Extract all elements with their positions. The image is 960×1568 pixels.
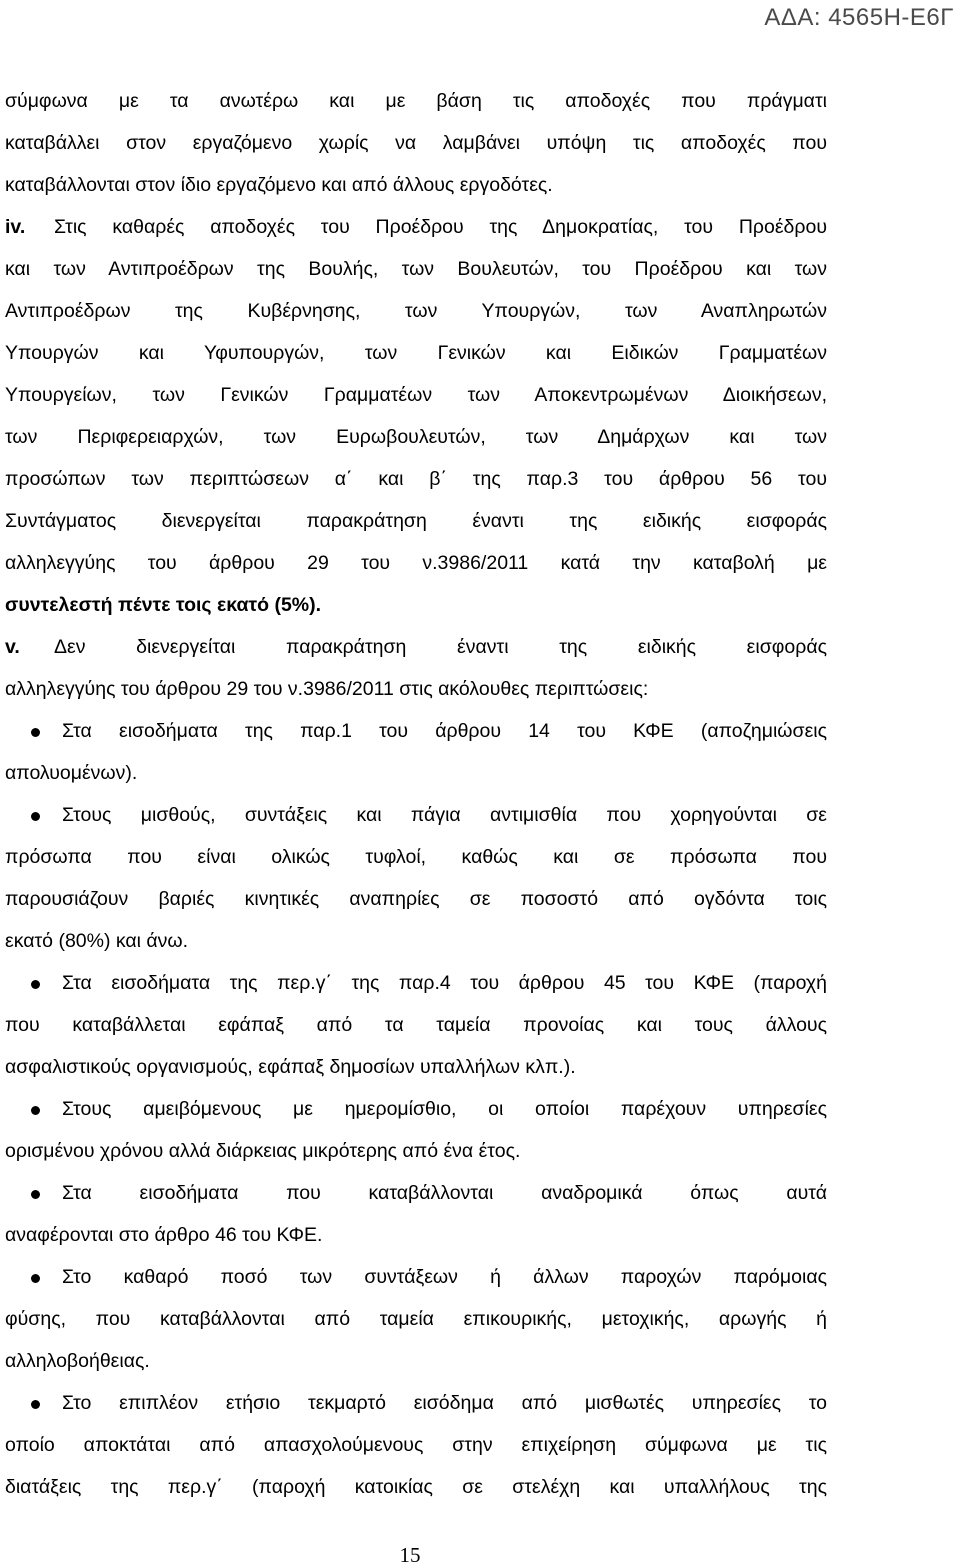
text-line: εκατό (80%) και άνω. [5, 930, 189, 952]
text-line: Αντιπροέδρων της Κυβέρνησης, των Υπουργών, των Αναπληρωτών [5, 300, 827, 322]
bullet-item [5, 1172, 827, 1214]
text-line: αλληλεγγύης του άρθρου 29 του ν.3986/2011 στις ακόλουθες περιπτώσεις: [5, 678, 649, 700]
text-line: οποίο αποκτάται από απασχολούμενους στην επιχείρηση σύμφωνα με τις [5, 1434, 827, 1456]
text-line: Υπουργείων, των Γενικών Γραμματέων των Αποκεντρωμένων Διοικήσεων, [5, 384, 827, 406]
item-text: Δεν διενεργείται παρακράτηση έναντι της ειδικής εισφοράς [54, 636, 827, 658]
text-line: προσώπων των περιπτώσεων α΄ και β΄ της παρ.3 του άρθρου 56 του [5, 468, 827, 490]
text-line: απολυομένων). [5, 762, 138, 784]
bullet-text: Στο επιπλέον ετήσιο τεκμαρτό εισόδημα από μισθωτές υπηρεσίες το [62, 1392, 827, 1414]
bullet-icon [31, 812, 40, 821]
bullet-item [5, 710, 827, 752]
text-line: Υπουργών και Υφυπουργών, των Γενικών και Ειδικών Γραμματέων [5, 342, 827, 364]
item-number: iv. [5, 216, 26, 238]
ada-code: ΑΔΑ: 4565Η-Ε6Γ [764, 4, 954, 31]
text-line: σύμφωνα με τα ανωτέρω και με βάση τις αποδοχές που πράγματι [5, 90, 827, 112]
bullet-icon [31, 1190, 40, 1199]
bullet-icon [31, 1106, 40, 1115]
text-line: ορισμένου χρόνου αλλά διάρκειας μικρότερης από ένα έτος. [5, 1140, 521, 1162]
text-line: των Περιφερειαρχών, των Ευρωβουλευτών, των Δημάρχων και των [5, 426, 827, 448]
text-line: φύσης, που καταβάλλονται από ταμεία επικουρικής, μετοχικής, αρωγής ή [5, 1308, 827, 1330]
text-line: αλληλοβοήθειας. [5, 1350, 150, 1372]
text-line: διατάξεις της περ.γ΄ (παροχή κατοικίας σε στελέχη και υπαλλήλους της [5, 1476, 827, 1498]
text-line: καταβάλλονται στον ίδιο εργαζόμενο και από άλλους εργοδότες. [5, 174, 553, 196]
item-number: v. [5, 636, 20, 658]
bullet-text: Στο καθαρό ποσό των συντάξεων ή άλλων παροχών παρόμοιας [62, 1266, 827, 1288]
text-line: καταβάλλει στον εργαζόμενο χωρίς να λαμβάνει υπόψη τις αποδοχές που [5, 132, 827, 154]
text-line: Συντάγματος διενεργείται παρακράτηση έναντι της ειδικής εισφοράς [5, 510, 827, 532]
bullet-text: Στα εισοδήματα που καταβάλλονται αναδρομικά όπως αυτά [62, 1182, 827, 1204]
text-line: παρουσιάζουν βαριές κινητικές αναπηρίες σε ποσοστό από ογδόντα τοις [5, 888, 827, 910]
text-line: πρόσωπα που είναι ολικώς τυφλοί, καθώς και σε πρόσωπα που [5, 846, 827, 868]
text-line: που καταβάλλεται εφάπαξ από τα ταμεία προνοίας και τους άλλους [5, 1014, 827, 1036]
page-number: 15 [399, 1543, 421, 1567]
item-v [5, 626, 827, 668]
bullet-item [5, 794, 827, 836]
bullet-text: Στους αμειβόμενους με ημερομίσθιο, οι οποίοι παρέχουν υπηρεσίες [62, 1098, 827, 1120]
bullet-icon [31, 1400, 40, 1409]
text-line: αναφέρονται στο άρθρο 46 του ΚΦΕ. [5, 1224, 323, 1246]
text-line: ασφαλιστικούς οργανισμούς, εφάπαξ δημοσίων υπαλλήλων κλπ.). [5, 1056, 576, 1078]
item-iv [5, 206, 827, 248]
item-text: Στις καθαρές αποδοχές του Προέδρου της Δημοκρατίας, του Προέδρου [54, 216, 827, 238]
document-body [5, 80, 827, 1508]
bullet-icon [31, 1274, 40, 1283]
bullet-icon [31, 728, 40, 737]
bullet-item [5, 962, 827, 1004]
bullet-icon [31, 980, 40, 989]
bullet-item [5, 1382, 827, 1424]
bullet-item [5, 1088, 827, 1130]
bullet-text: Στα εισοδήματα της παρ.1 του άρθρου 14 του ΚΦΕ (αποζημιώσεις [62, 720, 827, 742]
text-line-bold: συντελεστή πέντε τοις εκατό (5%). [5, 594, 322, 616]
bullet-text: Στα εισοδήματα της περ.γ΄ της παρ.4 του άρθρου 45 του ΚΦΕ (παροχή [62, 972, 827, 994]
bullet-item [5, 1256, 827, 1298]
bullet-text: Στους μισθούς, συντάξεις και πάγια αντιμισθία που χορηγούνται σε [62, 804, 827, 826]
text-line: αλληλεγγύης του άρθρου 29 του ν.3986/2011 κατά την καταβολή με [5, 552, 827, 574]
text-line: και των Αντιπροέδρων της Βουλής, των Βουλευτών, του Προέδρου και των [5, 258, 827, 280]
